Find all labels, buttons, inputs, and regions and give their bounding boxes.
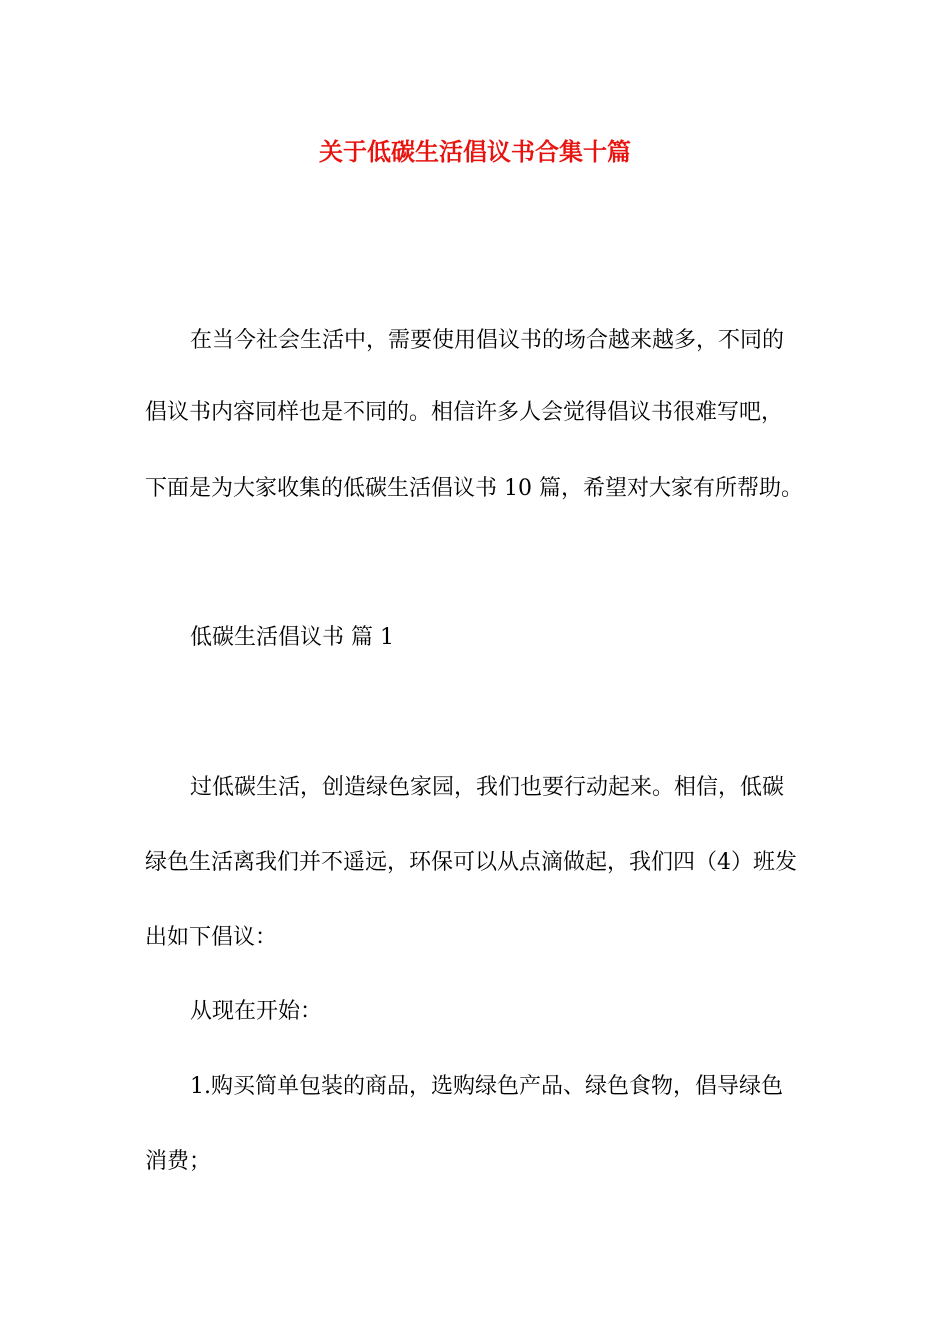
- document-title: 关于低碳生活倡议书合集十篇: [319, 137, 631, 166]
- section-1-para-1-line-3: 出如下倡议：: [145, 925, 278, 950]
- section-1-item-1-line-2: 消费；: [145, 1149, 212, 1174]
- section-1-item-1-line-1: 1.购买简单包装的商品，选购绿色产品、绿色食物，倡导绿色: [190, 1074, 783, 1099]
- intro-line-1: 在当今社会生活中，需要使用倡议书的场合越来越多，不同的: [190, 328, 785, 353]
- section-1-para-1-line-1: 过低碳生活，创造绿色家园，我们也要行动起来。相信，低碳: [190, 775, 785, 800]
- section-1-para-2: 从现在开始：: [190, 999, 323, 1024]
- intro-line-2: 倡议书内容同样也是不同的。相信许多人会觉得倡议书很难写吧，: [145, 400, 784, 425]
- section-1-para-1-line-2: 绿色生活离我们并不遥远，环保可以从点滴做起，我们四（4）班发: [145, 850, 797, 875]
- section-heading: 低碳生活倡议书 篇 1: [190, 625, 394, 650]
- intro-line-3: 下面是为大家收集的低碳生活倡议书 10 篇，希望对大家有所帮助。: [145, 476, 803, 501]
